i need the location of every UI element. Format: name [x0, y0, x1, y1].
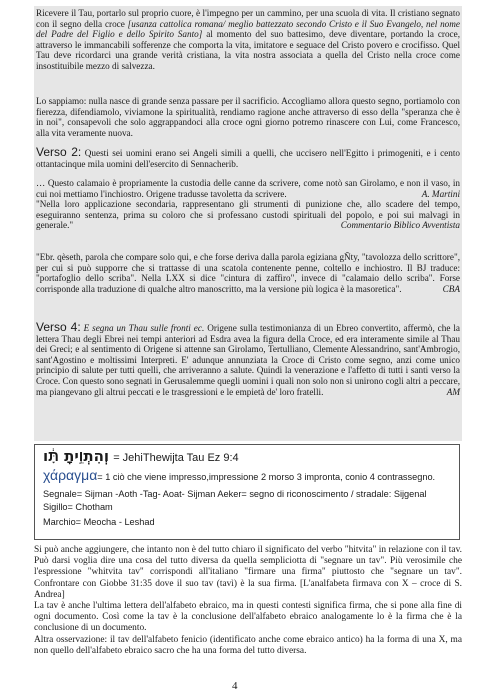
italic-note: [usanza cattolica romana/ meglio battezzato secondo Cristo e il Suo Evangelo, nel nome del Padre del Figlio e dello Spirito Santo] [36, 18, 460, 40]
text: Lo sappiamo: nulla nasce di grande senza passare per il sacrificio. Accogliamo allora questo segno, portiamolo con fierezza, difendiamolo, viviamone la spiritualità, rendiamo ragione anche attraverso di esso della "speranza che è in noi", consapevoli che solo aggrappandoci alla croce ogni giorno potremo rinascere con Lui, come Francesco, alla vita veramente nuova. [36, 96, 460, 138]
term-marchio: Marchio= Meocha - Leshad [43, 517, 155, 527]
text: "Ebr. qèseth, parola che compare solo qui, e che forse deriva dalla parola egiziana gÑty, "tavolozza dello scrittore", per cui si può supporre che si trattasse di una scatola contenente penne, coltello e inchiostro. Il BJ traduce: "portafoglio dello scriba". Nella LXX si dice "cintura di zaffiro", invece di "calamaio dello scriba". Forse corrisponde alla traduzione di qualche altro manoscritto, ma la versione più logica è la masoretica". [36, 252, 460, 294]
verse-label: Verso 2: [36, 145, 82, 159]
text: al momento del suo battesimo, deve diventare, portando la croce, attraverso le immancabili sofferenze che comporta la vita, imitatore e seguace del Cristo povero e crocifisso. Quel Tau deve ricordarci una grande verità cristiana, la vita nostra associata a quella del Cristo nella croce come insostituibile mezzo di salvezza. [36, 29, 461, 71]
source-citation: CBA [442, 283, 460, 294]
paragraph-calamaio [36, 178, 460, 199]
hebrew-terms-box [34, 444, 460, 540]
hebrew-word: וְהִתְוִ֣יתָ תָּ֔ו [43, 447, 110, 465]
text: … Questo calamaio è propriamente la custodia delle canne da scrivere, come notò san Girolamo, e non il vaso, in cui noi mettiamo l'inchiostro. Origene tradusse tavoletta da scrivere. [36, 178, 460, 199]
paragraph-ultima-lettera: La tav è anche l'ultima lettera dell'alfabeto ebraico, ma in questi contesti significa firma, che si pone alla fine di ogni documento. Così come la tav è la conclusione dell'alfabeto ebraico analogamente lo è la firma che è la conclusione di un documento. [34, 601, 462, 634]
text: Ricevere il Tau, portarlo sul proprio cuore, è l'impegno per un cammino, per una scuola di vita. Il cristiano segnato con il segno della croce [36, 8, 460, 29]
paragraph-hitvita: Si può anche aggiungere, che intanto non è del tutto chiaro il significato del verbo "hitvita" in relazione con il tav. Può darsi voglia dire una cosa del tutto diversa da quella sempliciotta di "segnare un tav". Più verosimile che l'espressione "whitvita tav" corrispondi all'italiano "firmare una firma" piuttosto che "segnare un tav". Confrontare con Giobbe 31:35 dove il suo tav (tavì) è la sua firma. [L'analfabeta firmava con X – croce di S. Andrea] [34, 545, 462, 600]
text: "Nella loro applicazione secondaria, rappresentano gli strumenti di punizione che, allo scadere del tempo, eseguiranno sentenza, prima su coloro che si professano custodi spirituali del popolo, e poi sui malvagi in generale." [36, 199, 460, 231]
hebrew-line [43, 447, 239, 465]
source-citation: Commentario Biblico Avventista [340, 220, 460, 231]
page-number: 4 [232, 680, 238, 692]
text: Origene sulla testimonianza di un Ebreo convertito, affermò, che la lettera Thau degli Ebrei nei tempi anteriori ad Esdra avea la figura della Croce, ed era interamente simile al Thau dei Greci; e al sentimento di Origene si attenne san Girolamo, Tertulliano, Clemente Alessandrino, sant'Ambrogio, sant'Agostino e moltissimi Interpreti. E' adunque annunziata la Croce di Cristo come segno, anzi come unico principio di salute per tutti quelli, che arriveranno a salute. Quindi la venerazione e l'affetto di tutti i santi verso la Croce. Con questo sono segnati in Gerusalemme quegli uomini i quali non solo non si unirono cogli altri a peccare, ma piangevano gli altrui peccati e le trasgressioni e le empietà de' loro fratelli. [36, 323, 460, 397]
source-citation: AM [446, 386, 460, 397]
verse-4 [36, 322, 460, 397]
paragraph-fenicio: Altra osservazione: il tav dell'alfabeto fenicio (identificato anche come ebraico antico) ha la forma di una X, ma non quello dell'alfabeto ebraico sacro che ha una forma del tutto diversa. [34, 634, 462, 656]
greek-line [43, 469, 435, 484]
paragraph-strumenti [36, 199, 460, 231]
verse-2 [36, 147, 460, 169]
hebrew-reference: = JehiThewijta Tau Ez 9:4 [113, 452, 239, 464]
term-segnale: Segnale= Sijman -Aoth -Tag- Aoat- Sijman Aeker= segno di riconoscimento / stradale: Sijgenal [43, 489, 427, 499]
lower-text [34, 545, 462, 657]
paragraph-tau-intro [36, 8, 460, 72]
source-citation: A. Martini [421, 188, 460, 199]
paragraph-sacrifice [36, 96, 460, 138]
term-sigillo: Sigillo= Chotham [43, 502, 113, 512]
verse-label: Verso 4: [36, 320, 81, 334]
paragraph-qeseth [36, 252, 460, 294]
verse-quote: E segna un Thau sulle fronti ec. [80, 323, 205, 333]
text: Questi sei uomini erano sei Angeli simili a quelli, che uccisero nell'Egitto i primogeniti, e i cento ottantacinque mila uomini dell'esercito di Sennacherib. [36, 148, 460, 169]
greek-definition: = 1 ciò che viene impresso,impressione 2 morso 3 impronta, conio 4 contrassegno. [97, 472, 436, 482]
greek-word: χάραγμα [43, 467, 98, 483]
